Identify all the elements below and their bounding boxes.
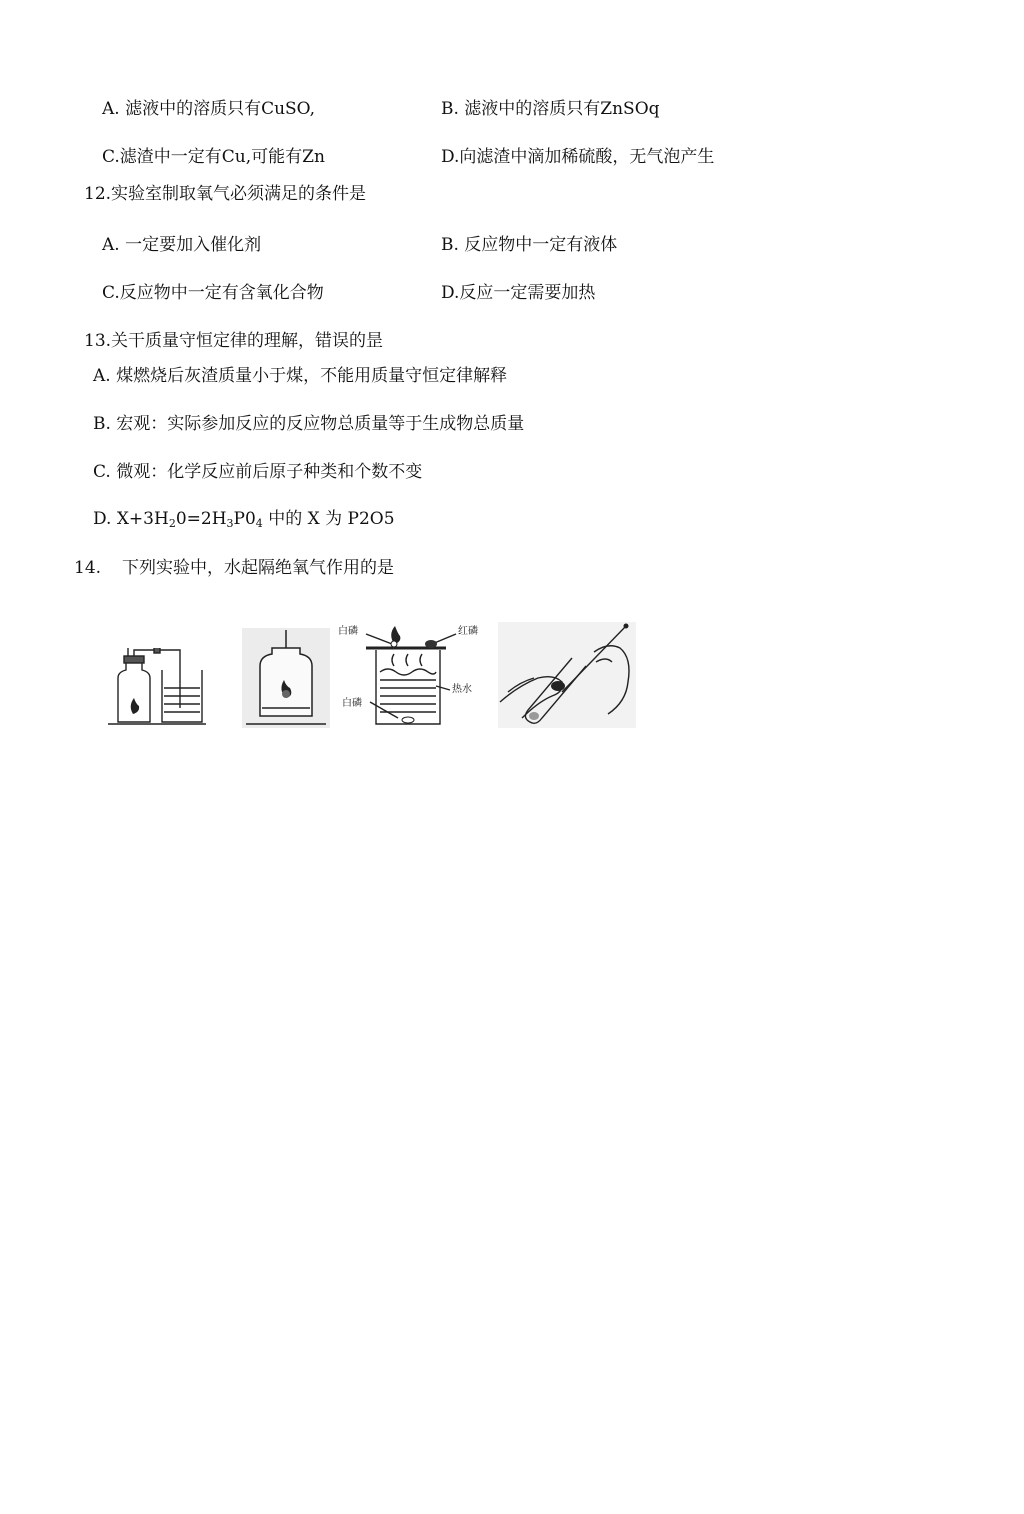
q13-d-mid2: P0 (233, 509, 256, 529)
q12-option-d: D.反应一定需要加热 (441, 283, 596, 303)
q13-d-prefix: D. X+3H (93, 509, 169, 529)
label-hot-water: 热水 (452, 684, 472, 695)
q13-option-b: B. 宏观：实际参加反应的反应物总质量等于生成物总质量 (93, 414, 525, 434)
q13-stem: 13.关干质量守恒定律的理解，错误的昰 (84, 331, 384, 351)
q14-number: 14. (74, 558, 102, 578)
q13-option-c: C. 微观：化学反应前后原子种类和个数不变 (93, 462, 423, 482)
q11-option-c: C.滤渣中一定有Cu,可能有Zn (102, 147, 325, 167)
q13-d-sub2: 3 (226, 517, 234, 530)
q13-option-d (93, 508, 395, 530)
label-red-phosphorus: 红磷 (458, 626, 478, 637)
label-white-phosphorus-bottom: 白磷 (342, 698, 362, 709)
figure-combustion-bottle (242, 628, 330, 728)
q12-option-b: B. 反应物中一定有液体 (441, 235, 618, 255)
label-white-phosphorus-top: 白磷 (338, 626, 358, 637)
q12-option-c: C.反应物中一定有含氧化合物 (102, 283, 324, 303)
q13-option-a: A. 煤燃烧后灰渣质量小于煤，不能用质量守恒定律解释 (93, 366, 508, 386)
q11-option-d: D.向滤渣中滴加稀硫酸，无气泡产生 (441, 147, 715, 167)
figure-gas-collection (106, 648, 210, 728)
q11-option-b: B. 滤液中的溶质只有ZnSOq (441, 99, 660, 119)
q12-stem: 12.实验室制取氧气必须满足的条件是 (84, 184, 367, 204)
q13-d-mid1: 0=2H (175, 509, 227, 529)
q14-stem: 下列实验中，水起隔绝氧气作用的是 (122, 558, 394, 578)
q11-option-a: A. 滤液中的溶质只有CuSO, (102, 99, 316, 119)
q12-option-a: A. 一定要加入催化剂 (102, 235, 262, 255)
q13-d-sub3: 4 (255, 517, 263, 530)
figure-test-tube-hands (498, 622, 636, 728)
q13-d-sub1: 2 (168, 517, 176, 530)
q13-d-suffix: 中的 X 为 P2O5 (262, 509, 395, 529)
figure-phosphorus-experiment (336, 620, 486, 730)
